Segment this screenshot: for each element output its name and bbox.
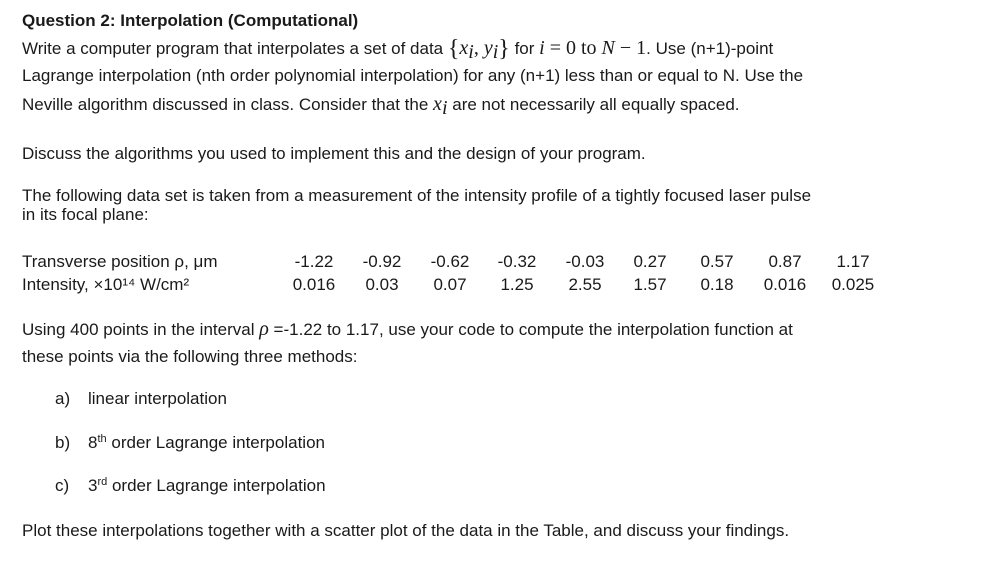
list-marker: c) — [55, 476, 70, 495]
list-marker: b) — [55, 433, 71, 452]
closing-paragraph: Plot these interpolations together with a scatter plot of the data in the Table, and discuss your findings. — [22, 521, 790, 540]
table-cell: -0.92 — [362, 252, 402, 271]
discuss-paragraph: Discuss the algorithms you used to implement this and the design of your program. — [22, 144, 646, 163]
table-cell: 0.18 — [700, 275, 734, 294]
table-cell: 1.17 — [836, 252, 870, 271]
table-cell: 1.57 — [633, 275, 667, 294]
task-paragraph-line-2: these points via the following three methods: — [22, 347, 358, 366]
row-header-position: Transverse position ρ, μm — [22, 252, 218, 271]
table-cell: -0.03 — [565, 252, 605, 271]
question-title: Question 2: Interpolation (Computational) — [22, 11, 359, 30]
table-cell: 0.27 — [633, 252, 667, 271]
paragraph-line-1: Write a computer program that interpolates a set of data {$x_i$, $y_i$} for i = 0 to N − 1. Use (n+1)-point — [22, 36, 774, 63]
table-cell: 0.025 — [831, 275, 875, 294]
list-item: a) linear interpolation — [55, 389, 227, 408]
paragraph-line-2: Lagrange interpolation (nth order polynomial interpolation) for any (n+1) less than or equal to N. Use the — [22, 66, 804, 85]
table-cell: -1.22 — [294, 252, 334, 271]
table-cell: 0.57 — [700, 252, 734, 271]
list-item: c) 3rd order Lagrange interpolation — [55, 476, 326, 495]
table-cell: 0.016 — [292, 275, 336, 294]
list-marker: a) — [55, 389, 71, 408]
dataset-intro-line-2: in its focal plane: — [22, 205, 149, 224]
table-cell: -0.32 — [497, 252, 537, 271]
row-header-intensity: Intensity, ×10¹⁴ W/cm² — [22, 275, 190, 294]
table-cell: 0.87 — [768, 252, 802, 271]
table-cell: -0.62 — [430, 252, 470, 271]
paragraph-line-3: Neville algorithm discussed in class. Consider that the $x_i$ are not necessarily all equally spaced. — [22, 93, 740, 119]
task-paragraph-line-1: Using 400 points in the interval ρ =-1.22 to 1.17, use your code to compute the interpolation function at — [22, 318, 793, 340]
list-item: b) 8th order Lagrange interpolation — [55, 433, 325, 452]
table-cell: 0.07 — [433, 275, 467, 294]
table-cell: 0.016 — [763, 275, 807, 294]
table-cell: 1.25 — [500, 275, 534, 294]
table-cell: 2.55 — [568, 275, 602, 294]
dataset-intro-line-1: The following data set is taken from a measurement of the intensity profile of a tightly focused laser pulse — [22, 186, 812, 205]
table-cell: 0.03 — [365, 275, 399, 294]
